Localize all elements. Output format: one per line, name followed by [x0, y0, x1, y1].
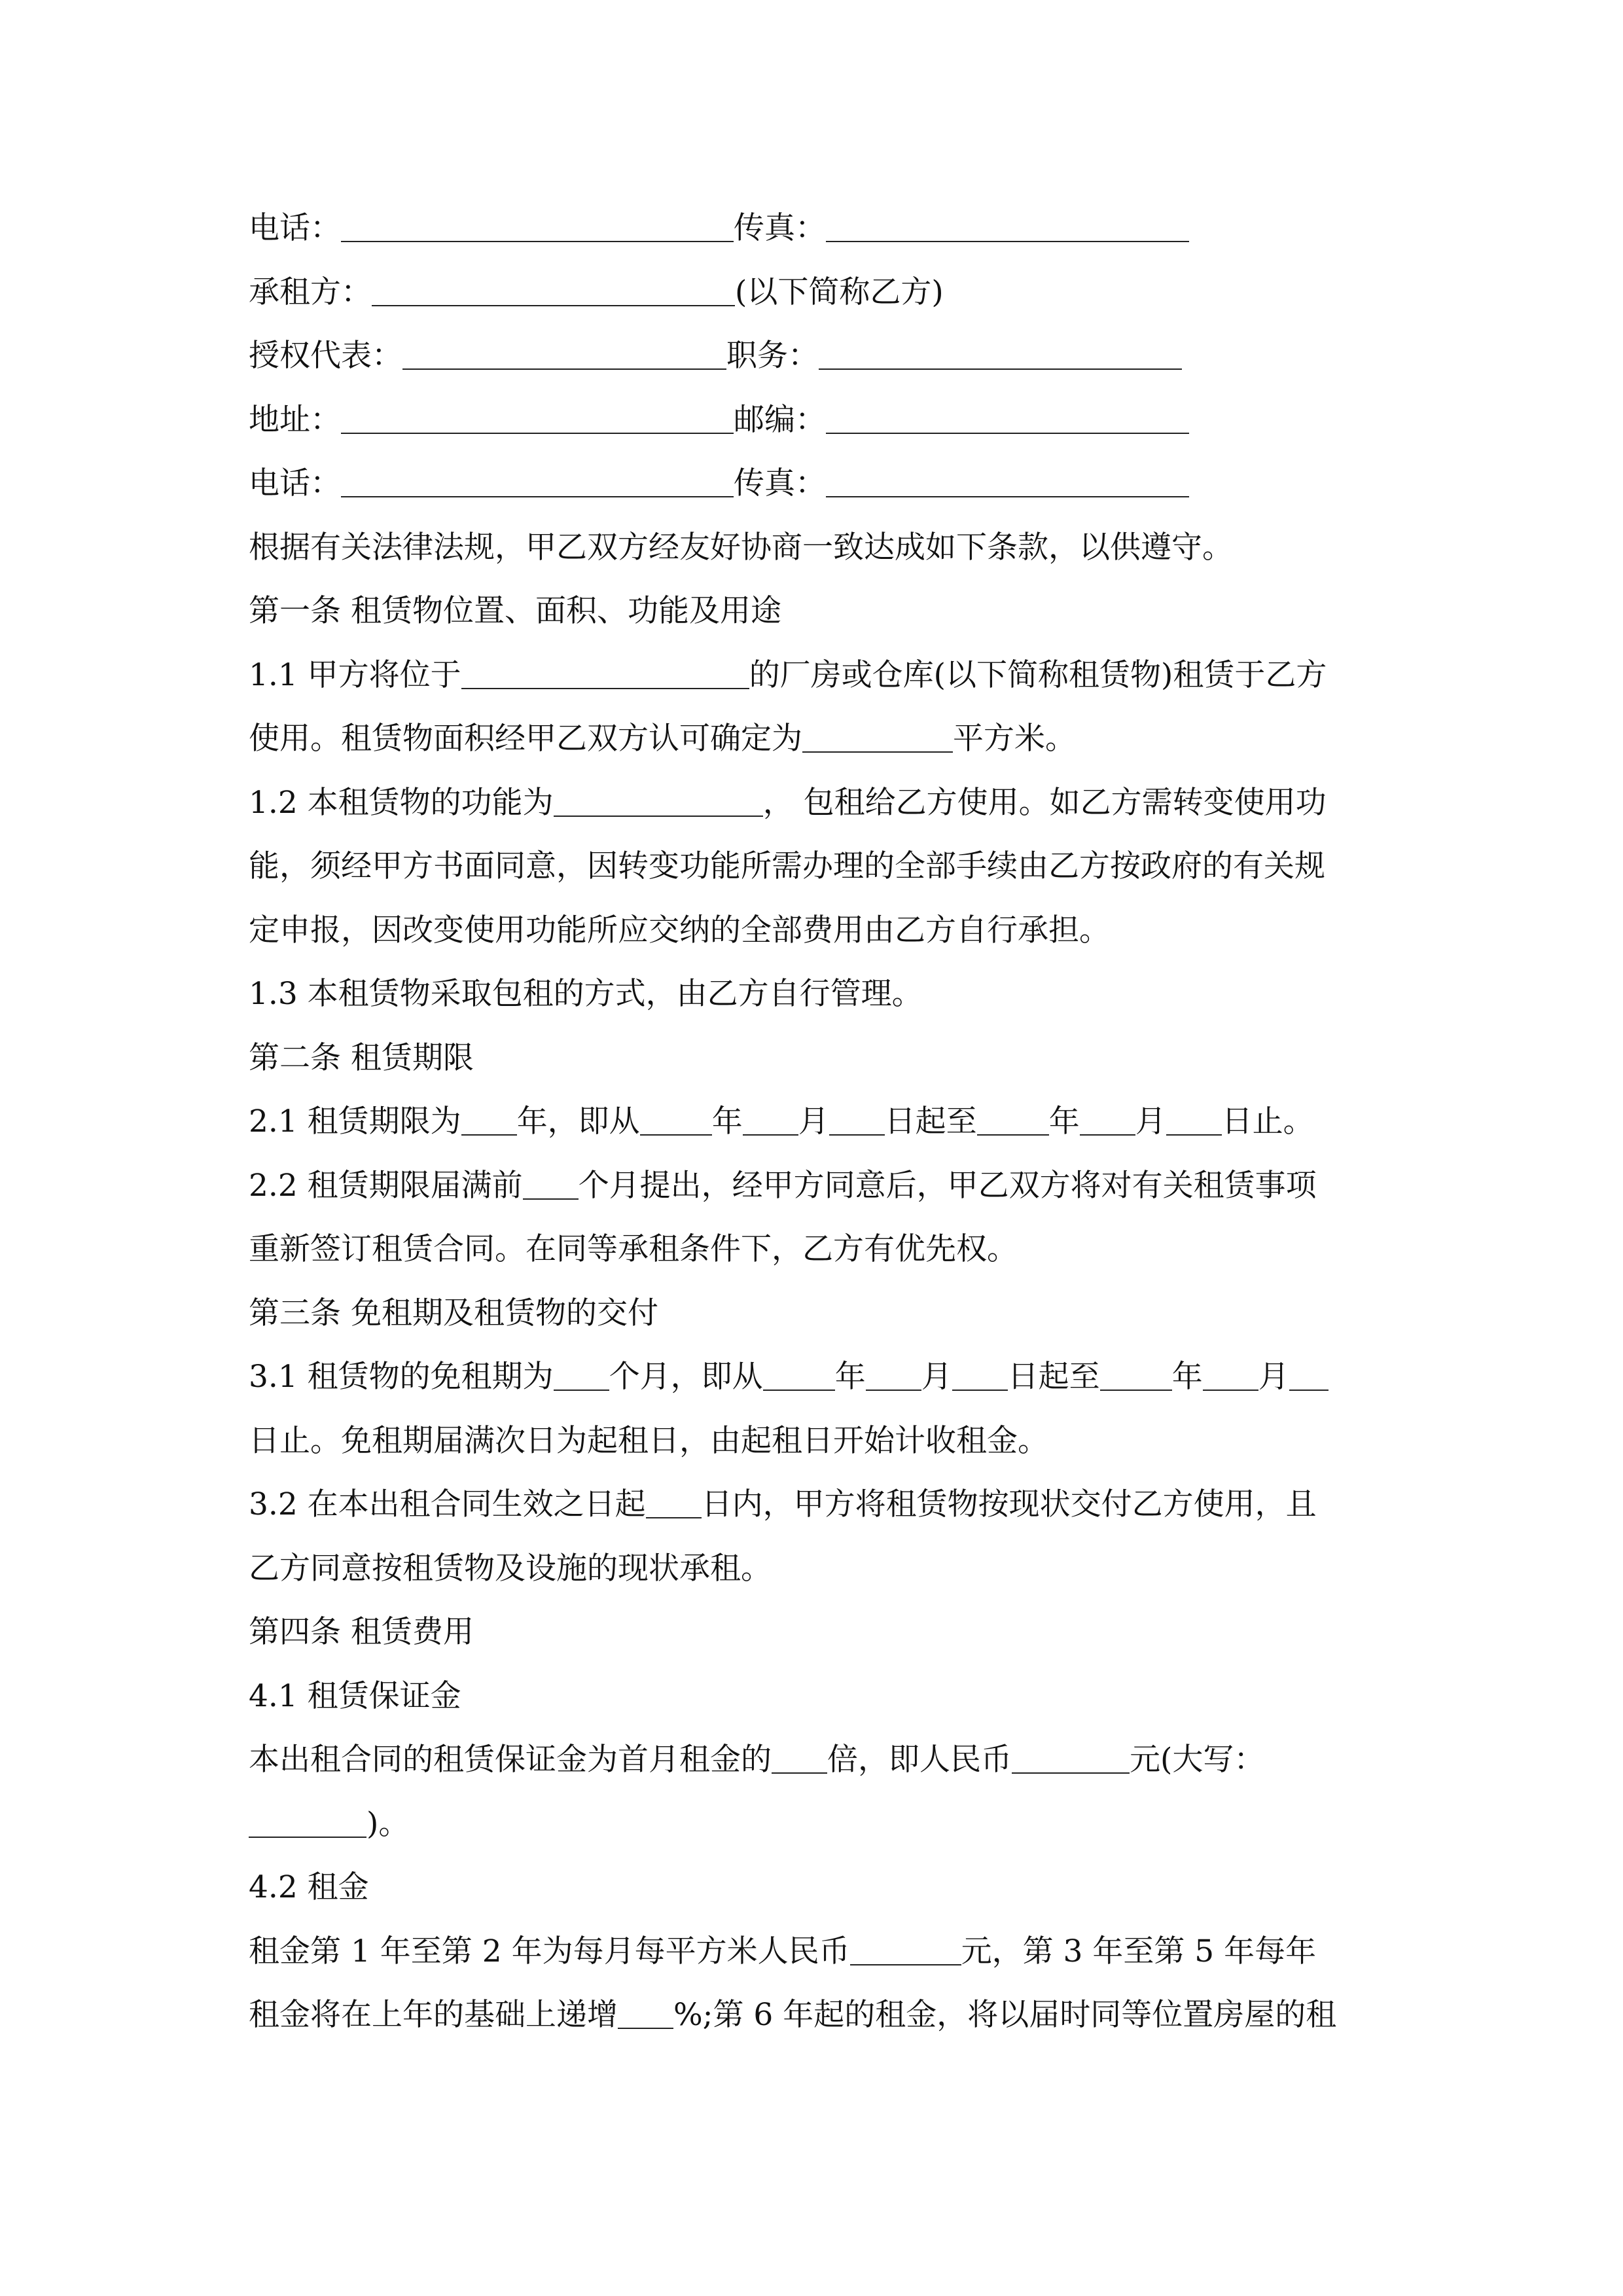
clause-text: 2.1 租赁期限为 [249, 1103, 461, 1139]
clause-text: 租金将在上年的基础上递增 [249, 1997, 618, 2033]
clause-text: 年，即从 [516, 1103, 640, 1139]
clause-text: )。 [366, 1805, 410, 1842]
start-day-blank[interactable] [952, 1357, 1008, 1391]
representative-blank[interactable] [402, 336, 726, 370]
fax-label: 传真： [734, 210, 826, 246]
clause-text: 月 [921, 1359, 952, 1395]
clause-2-1 [249, 1090, 1394, 1154]
clause-3-2-cont: 乙方同意按租赁物及设施的现状承租。 [249, 1550, 772, 1587]
start-month-blank[interactable] [866, 1357, 921, 1391]
clause-4-1-heading: 4.1 租赁保证金 [249, 1677, 461, 1714]
address-blank[interactable] [341, 400, 734, 434]
clause-text: 本出租合同的租赁保证金为首月租金的 [249, 1742, 772, 1778]
deposit-multiple-blank[interactable] [772, 1740, 827, 1774]
days-blank[interactable] [646, 1484, 702, 1518]
rent-free-months-blank[interactable] [554, 1357, 609, 1391]
clause-2-2 [249, 1154, 1394, 1218]
clause-text: 元(大写： [1130, 1742, 1265, 1778]
clause-text: 年 [1171, 1359, 1203, 1395]
rent-amount-blank[interactable] [850, 1931, 961, 1965]
clause-4-2-cont [249, 1983, 1394, 2047]
clause-1-2-cont: 定申报，因改变使用功能所应交纳的全部费用由乙方自行承担。 [249, 912, 1110, 948]
address-line [249, 388, 1394, 452]
address-label: 地址： [249, 401, 341, 438]
end-month-blank[interactable] [1203, 1357, 1258, 1391]
phone-blank[interactable] [341, 208, 734, 242]
clause-2-2-cont: 重新签订租赁合同。在同等承租条件下，乙方有优先权。 [249, 1231, 1018, 1267]
preamble: 根据有关法律法规，甲乙双方经友好协商一致达成如下条款，以供遵守。 [249, 529, 1233, 565]
fax-blank[interactable] [826, 208, 1189, 242]
clause-4-2 [249, 1920, 1394, 1984]
clause-text: 年 [834, 1359, 866, 1395]
clause-text: 使用。租赁物面积经甲乙双方认可确定为 [249, 721, 802, 757]
clause-text: 3.2 在本出租合同生效之日起 [249, 1486, 646, 1522]
position-blank[interactable] [819, 336, 1182, 370]
phone-label: 电话： [249, 210, 341, 246]
clause-3-2 [249, 1473, 1394, 1537]
article-2-heading: 第二条 租赁期限 [249, 1039, 474, 1076]
end-year-blank[interactable] [1100, 1357, 1172, 1391]
position-label: 职务： [726, 338, 819, 374]
lessee-blank[interactable] [372, 272, 735, 306]
months-blank[interactable] [523, 1166, 579, 1200]
phone-blank[interactable] [341, 463, 734, 497]
end-day-blank[interactable] [1166, 1102, 1222, 1136]
area-blank[interactable] [802, 719, 953, 753]
representative-line [249, 324, 1394, 388]
deposit-amount-blank[interactable] [1012, 1740, 1130, 1774]
function-blank[interactable] [554, 783, 763, 817]
start-month-blank[interactable] [743, 1102, 798, 1136]
lessee-label: 承租方： [249, 274, 372, 310]
start-year-blank[interactable] [640, 1102, 712, 1136]
postcode-label: 邮编： [734, 401, 826, 438]
clause-text: 个月提出，经甲方同意后，甲乙双方将对有关租赁事项 [578, 1167, 1317, 1204]
clause-1-2 [249, 771, 1394, 835]
clause-text: %;第 6 年起的租金，将以届时同等位置房屋的租 [673, 1997, 1337, 2033]
clause-text: 日起至 [884, 1103, 977, 1139]
clause-text: 月 [798, 1103, 829, 1139]
clause-text: 个月，即从 [609, 1359, 763, 1395]
article-1-heading: 第一条 租赁物位置、面积、功能及用途 [249, 593, 781, 629]
clause-text: 平方米。 [953, 721, 1076, 757]
clause-text: 日内，甲方将租赁物按现状交付乙方使用，且 [701, 1486, 1317, 1522]
clause-text: 倍，即人民币 [827, 1742, 1012, 1778]
clause-1-2-cont: 能，须经甲方书面同意，因转变功能所需办理的全部手续由乙方按政府的有关规 [249, 848, 1325, 884]
fax-blank[interactable] [826, 463, 1189, 497]
clause-text: 1.2 本租赁物的功能为 [249, 784, 554, 821]
clause-1-1 [249, 643, 1394, 708]
clause-4-2-heading: 4.2 租金 [249, 1869, 369, 1905]
clause-text: 的厂房或仓库(以下简称租赁物)租赁于乙方 [749, 656, 1327, 693]
end-month-blank[interactable] [1080, 1102, 1135, 1136]
clause-4-1-cont [249, 1792, 1394, 1856]
lessee-abbr: (以下简称乙方) [735, 274, 944, 310]
deposit-words-blank[interactable] [249, 1804, 366, 1838]
clause-text: 1.1 甲方将位于 [249, 656, 461, 693]
clause-1-3: 1.3 本租赁物采取包租的方式，由乙方自行管理。 [249, 976, 923, 1012]
postcode-blank[interactable] [826, 400, 1189, 434]
clause-1-1-cont [249, 707, 1394, 771]
clause-text: 年 [1048, 1103, 1080, 1139]
clause-text: 月 [1135, 1103, 1166, 1139]
start-year-blank[interactable] [763, 1357, 835, 1391]
clause-text: 日起至 [1007, 1359, 1100, 1395]
location-blank[interactable] [461, 655, 749, 689]
clause-text: 年 [711, 1103, 743, 1139]
clause-text: 元，第 3 年至第 5 年每年 [961, 1933, 1317, 1969]
increase-percent-blank[interactable] [618, 1995, 673, 2029]
lessor-phone-fax-line [249, 196, 1394, 260]
clause-text: ， 包租给乙方使用。如乙方需转变使用功 [762, 784, 1327, 821]
clause-text: 日止。 [1221, 1103, 1314, 1139]
clause-3-1 [249, 1345, 1394, 1409]
lessee-line [249, 260, 1394, 325]
phone-label: 电话： [249, 465, 341, 501]
clause-text: 3.1 租赁物的免租期为 [249, 1359, 554, 1395]
clause-3-1-cont: 日止。免租期届满次日为起租日，由起租日开始计收租金。 [249, 1422, 1048, 1459]
end-day-blank[interactable] [1289, 1357, 1329, 1391]
representative-label: 授权代表： [249, 338, 402, 374]
years-blank[interactable] [461, 1102, 517, 1136]
article-4-heading: 第四条 租赁费用 [249, 1614, 474, 1650]
start-day-blank[interactable] [829, 1102, 885, 1136]
clause-4-1 [249, 1728, 1394, 1792]
clause-text: 月 [1258, 1359, 1289, 1395]
clause-text: 租金第 1 年至第 2 年为每月每平方米人民币 [249, 1933, 850, 1969]
clause-text: 2.2 租赁期限届满前 [249, 1167, 523, 1204]
fax-label: 传真： [734, 465, 826, 501]
contract-body [249, 196, 1394, 2047]
end-year-blank[interactable] [977, 1102, 1049, 1136]
article-3-heading: 第三条 免租期及租赁物的交付 [249, 1295, 658, 1331]
lessee-phone-fax-line [249, 452, 1394, 516]
